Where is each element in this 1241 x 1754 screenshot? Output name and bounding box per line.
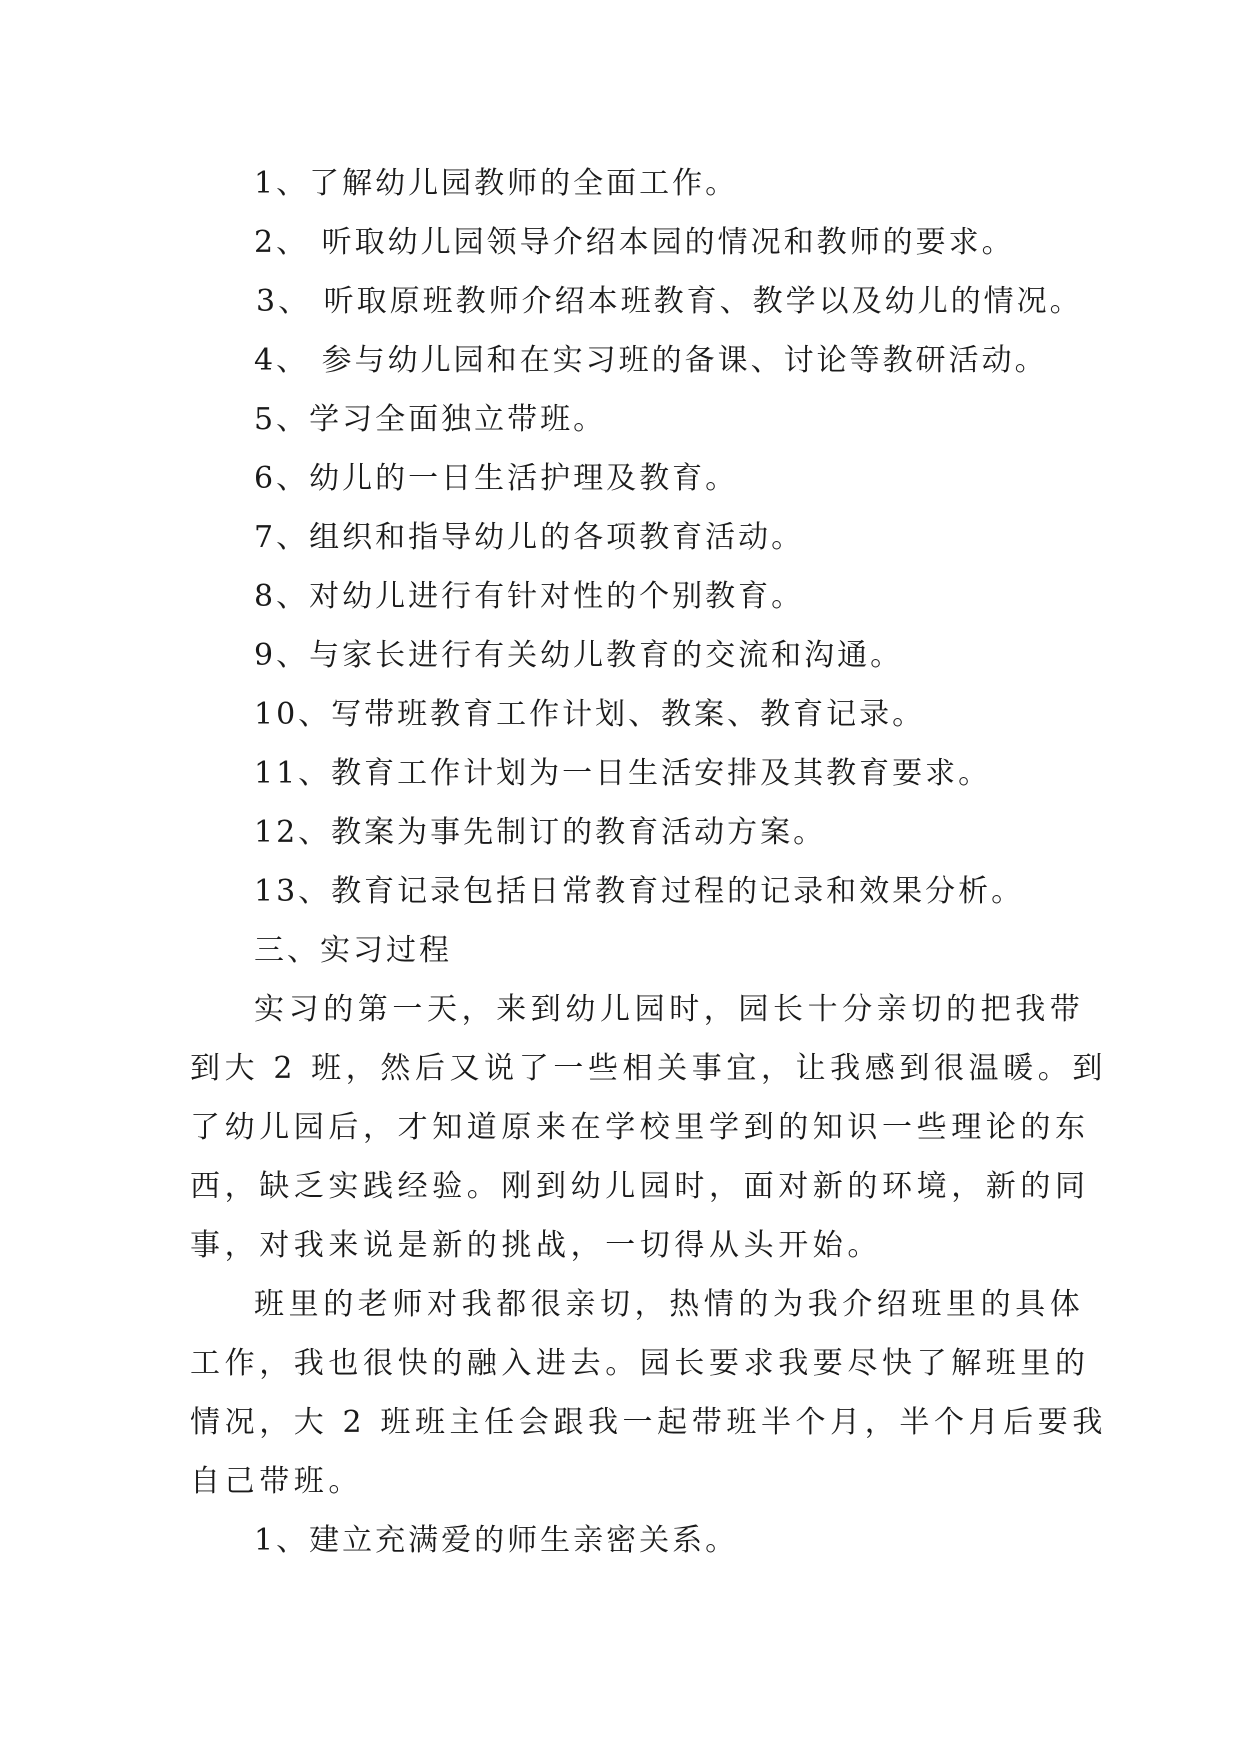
paragraph-1-line-3: 了幼儿园后，才知道原来在学校里学到的知识一些理论的东 [190, 1110, 1090, 1145]
list-item-12: 12、教案为事先制订的教育活动方案。 [254, 815, 827, 850]
list-item-7: 7、组织和指导幼儿的各项教育活动。 [254, 520, 805, 555]
paragraph-2-line-2: 工作，我也很快的融入进去。园长要求我要尽快了解班里的 [190, 1346, 1090, 1381]
list-item-13: 13、教育记录包括日常教育过程的记录和效果分析。 [254, 874, 1025, 909]
list-item-3: 3、 听取原班教师介绍本班教育、教学以及幼儿的情况。 [256, 284, 1083, 319]
section-heading: 三、实习过程 [254, 933, 452, 968]
paragraph-1-line-2: 到大 2 班，然后又说了一些相关事宜，让我感到很温暖。到 [190, 1051, 1107, 1086]
list-item-9: 9、与家长进行有关幼儿教育的交流和沟通。 [254, 638, 904, 673]
list-item-11: 11、教育工作计划为一日生活安排及其教育要求。 [254, 756, 992, 791]
paragraph-1-line-4: 西，缺乏实践经验。刚到幼儿园时，面对新的环境，新的同 [190, 1169, 1090, 1204]
list-item-10: 10、写带班教育工作计划、教案、教育记录。 [254, 697, 926, 732]
list-item-8: 8、对幼儿进行有针对性的个别教育。 [254, 579, 805, 614]
list-item-4: 4、 参与幼儿园和在实习班的备课、讨论等教研活动。 [254, 343, 1048, 378]
list-item-1: 1、了解幼儿园教师的全面工作。 [254, 166, 739, 201]
paragraph-2-line-1: 班里的老师对我都很亲切，热情的为我介绍班里的具体 [254, 1287, 1085, 1322]
paragraph-1-line-5: 事，对我来说是新的挑战，一切得从头开始。 [190, 1228, 882, 1263]
paragraph-1-line-1: 实习的第一天，来到幼儿园时，园长十分亲切的把我带 [254, 992, 1085, 1027]
final-list-item: 1、建立充满爱的师生亲密关系。 [254, 1523, 739, 1558]
list-item-5: 5、学习全面独立带班。 [254, 402, 607, 437]
paragraph-2-line-3: 情况，大 2 班班主任会跟我一起带班半个月，半个月后要我 [190, 1405, 1107, 1440]
paragraph-2-line-4: 自己带班。 [190, 1464, 363, 1499]
list-item-2: 2、 听取幼儿园领导介绍本园的情况和教师的要求。 [254, 225, 1015, 260]
list-item-6: 6、幼儿的一日生活护理及教育。 [254, 461, 739, 496]
